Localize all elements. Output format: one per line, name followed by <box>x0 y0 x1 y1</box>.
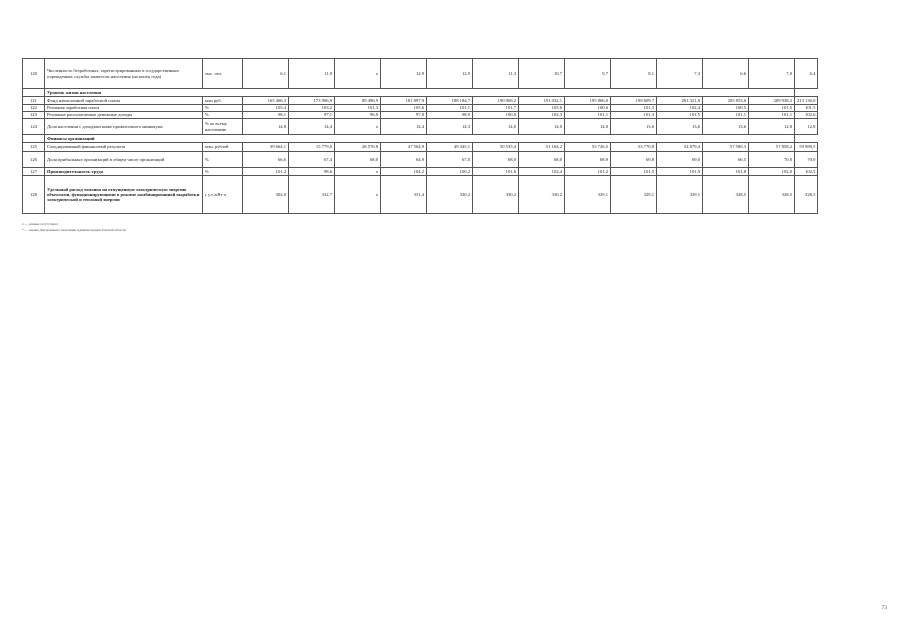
value-cell: 102,6 <box>795 112 818 119</box>
value-cell: 165 466,3 <box>243 97 289 105</box>
unit-cell: тыс. чел. <box>203 59 243 89</box>
indicator-name: Реальные располагаемые денежные доходы <box>45 112 203 119</box>
value-cell: 9,7 <box>565 59 611 89</box>
value-cell: 67,0 <box>427 152 473 168</box>
table-row <box>23 105 818 112</box>
value-cell: 329,1 <box>611 176 657 214</box>
value-cell: 328,5 <box>749 176 795 214</box>
value-cell: 199 609,7 <box>611 97 657 105</box>
indicator-name: Доля населения с доходами ниже прожиточного минимума <box>45 119 203 135</box>
unit-cell: % <box>203 112 243 119</box>
value-cell: 54 879,4 <box>657 143 703 152</box>
value-cell: 12,8 <box>795 119 818 135</box>
value-cell: 100,2 <box>427 168 473 176</box>
value-cell: 47 564,9 <box>381 143 427 152</box>
value-cell: 191 032,1 <box>519 97 565 105</box>
value-cell: 102,4 <box>657 105 703 112</box>
footnote: x — данные отсутствуют <box>22 222 59 226</box>
value-cell: 330,2 <box>519 176 565 214</box>
value-cell: 14,3 <box>427 119 473 135</box>
value-cell: 11,9 <box>289 59 335 89</box>
value-cell: 100,6 <box>565 105 611 112</box>
value-cell: 51 164,2 <box>519 143 565 152</box>
value-cell: 6,6 <box>703 59 749 89</box>
value-cell: x <box>335 59 381 89</box>
unit-cell: % ко всему населению <box>203 119 243 135</box>
row-number: 124 <box>23 119 45 135</box>
unit-cell: млн руб. <box>203 97 243 105</box>
indicator-name: Доля прибыльных организаций в общем числе организаций <box>45 152 203 168</box>
value-cell: 14,0 <box>473 119 519 135</box>
table-row <box>23 59 818 89</box>
value-cell: 66,6 <box>243 152 289 168</box>
value-cell: 195 866,0 <box>565 97 611 105</box>
table-row <box>23 152 818 168</box>
value-cell: 70,0 <box>795 152 818 168</box>
row-number: 123 <box>23 112 45 119</box>
indicator-name: Фонд начисленной заработной платы <box>45 97 203 105</box>
value-cell: 329,1 <box>565 176 611 214</box>
section-row <box>23 135 818 143</box>
forecast-table <box>22 58 818 214</box>
value-cell: 330,2 <box>473 176 519 214</box>
value-cell: 13,6 <box>703 119 749 135</box>
value-cell: 13,6 <box>611 119 657 135</box>
value-cell: 98,6 <box>289 168 335 176</box>
value-cell: 15 779,0 <box>289 143 335 152</box>
value-cell: 101,3 <box>611 105 657 112</box>
value-cell: 59 989,5 <box>795 143 818 152</box>
value-cell: 104,2 <box>381 168 427 176</box>
value-cell: 101,1 <box>565 112 611 119</box>
value-cell: 53 770,8 <box>611 143 657 152</box>
indicator-name: Производительность труда <box>45 168 203 176</box>
value-cell: 14,0 <box>519 119 565 135</box>
value-cell: 102,0 <box>749 168 795 176</box>
value-cell: 64,9 <box>381 152 427 168</box>
value-cell: 105,4 <box>243 105 289 112</box>
value-cell: x <box>335 176 381 214</box>
value-cell: 50 535,4 <box>473 143 519 152</box>
value-cell: 331,4 <box>381 176 427 214</box>
value-cell: 181 897,9 <box>381 97 427 105</box>
page-number: 73 <box>881 605 887 611</box>
value-cell: 12,8 <box>749 119 795 135</box>
value-cell: 68,9 <box>565 152 611 168</box>
value-cell: 97,1 <box>289 112 335 119</box>
value-cell: 105,6 <box>381 105 427 112</box>
value-cell: 105,6 <box>519 105 565 112</box>
value-cell: 101,3 <box>611 112 657 119</box>
value-cell: 101,1 <box>703 112 749 119</box>
value-cell: 101,5 <box>749 105 795 112</box>
value-cell: 69,0 <box>657 152 703 168</box>
section-title: Уровень жизни населения <box>45 89 795 97</box>
row-number: 125 <box>23 143 45 152</box>
row-number: 127 <box>23 168 45 176</box>
value-cell: 100,0 <box>473 112 519 119</box>
unit-cell: г у.т./кВт·ч <box>203 176 243 214</box>
value-cell: 57 858,2 <box>749 143 795 152</box>
value-cell: x <box>335 168 381 176</box>
value-cell: 14,8 <box>243 119 289 135</box>
value-cell: 39 664,1 <box>243 143 289 152</box>
row-number: 122 <box>23 105 45 112</box>
value-cell: 7,0 <box>749 59 795 89</box>
value-cell: 201 321,0 <box>657 97 703 105</box>
value-cell: 332,7 <box>289 176 335 214</box>
value-cell: 103,2 <box>289 105 335 112</box>
value-cell: 328,5 <box>703 176 749 214</box>
value-cell: 97,8 <box>381 112 427 119</box>
value-cell: 6,4 <box>795 59 818 89</box>
value-cell: 101,3 <box>335 105 381 112</box>
indicator-name: Удельный расход топлива на отпущенную электрическую энергию объектами, функционирующими в режиме комбинированной выработки электрической и тепловой энергии <box>45 176 203 214</box>
unit-cell: % <box>203 105 243 112</box>
value-cell: 68,0 <box>519 152 565 168</box>
value-cell: x <box>335 119 381 135</box>
value-cell: 101,8 <box>703 168 749 176</box>
value-cell: 101,1 <box>749 112 795 119</box>
unit-cell: % <box>203 152 243 168</box>
row-number: 128 <box>23 176 45 214</box>
table-row <box>23 97 818 105</box>
indicator-name: Сальдированный финансовый результат <box>45 143 203 152</box>
row-number: 120 <box>23 59 45 89</box>
value-cell: 329,1 <box>657 176 703 214</box>
table-row <box>23 143 818 152</box>
value-cell: 14,4 <box>381 119 427 135</box>
value-cell: 188 184,7 <box>427 97 473 105</box>
value-cell: 101,7 <box>473 105 519 112</box>
value-cell: 190 069,2 <box>473 97 519 105</box>
footnote: * — оценка Департамента экономики Администрации Томской области <box>22 227 126 232</box>
value-cell: 101,1 <box>427 105 473 112</box>
value-cell: 49 445,1 <box>427 143 473 152</box>
table-row <box>23 168 818 176</box>
value-cell: 68,0 <box>335 152 381 168</box>
section-num-cell <box>23 135 45 143</box>
value-cell: 13,6 <box>657 119 703 135</box>
value-cell: 70,0 <box>749 152 795 168</box>
value-cell: 101,5 <box>657 112 703 119</box>
value-cell: 6,1 <box>243 59 289 89</box>
value-cell: 100,5 <box>703 105 749 112</box>
value-cell: 68,0 <box>473 152 519 168</box>
unit-cell: % <box>203 168 243 176</box>
value-cell: 14,0 <box>565 119 611 135</box>
row-number: 121 <box>23 97 45 105</box>
value-cell: 7,3 <box>657 59 703 89</box>
section-num-cell <box>23 89 45 97</box>
table-row <box>23 112 818 119</box>
value-cell: 98,1 <box>243 112 289 119</box>
indicator-name: Численность безработных, зарегистрированных в государственных учреждениях службы занятости населения (на конец года) <box>45 59 203 89</box>
table-body <box>23 59 818 214</box>
value-cell: 98,9 <box>427 112 473 119</box>
indicator-name: Реальная заработная плата <box>45 105 203 112</box>
value-cell: 102,4 <box>519 168 565 176</box>
value-cell: 101,5 <box>611 168 657 176</box>
section-row <box>23 89 818 97</box>
row-number: 126 <box>23 152 45 168</box>
unit-cell: млн. рублей <box>203 143 243 152</box>
value-cell: 69,8 <box>611 152 657 168</box>
value-cell: 101,2 <box>565 168 611 176</box>
value-cell: 12,9 <box>381 59 427 89</box>
value-cell: 328,5 <box>795 176 818 214</box>
value-cell: 205 853,6 <box>703 97 749 105</box>
value-cell: 14,4 <box>289 119 335 135</box>
value-cell: 101,9 <box>657 168 703 176</box>
value-cell: 96,0 <box>335 112 381 119</box>
value-cell: 11,3 <box>473 59 519 89</box>
table-row <box>23 119 818 135</box>
value-cell: 101,5 <box>795 105 818 112</box>
value-cell: 10,7 <box>519 59 565 89</box>
value-cell: 330,2 <box>427 176 473 214</box>
value-cell: 302,0 <box>243 176 289 214</box>
value-cell: 66,5 <box>703 152 749 168</box>
value-cell: 67,4 <box>289 152 335 168</box>
value-cell: 173 906,9 <box>289 97 335 105</box>
value-cell: 213 136,0 <box>795 97 818 105</box>
value-cell: 102,5 <box>795 168 818 176</box>
value-cell: 101,6 <box>473 168 519 176</box>
value-cell: 102,3 <box>519 112 565 119</box>
value-cell: 8,1 <box>611 59 657 89</box>
footnotes <box>22 222 126 234</box>
value-cell: 89 496,9 <box>335 97 381 105</box>
section-title: Финансы организаций <box>45 135 795 143</box>
value-cell: 101,2 <box>243 168 289 176</box>
value-cell: 12,9 <box>427 59 473 89</box>
table-row <box>23 176 818 214</box>
value-cell: 57 580,3 <box>703 143 749 152</box>
value-cell: 28 570,8 <box>335 143 381 152</box>
value-cell: 53 726,5 <box>565 143 611 152</box>
value-cell: 209 938,2 <box>749 97 795 105</box>
